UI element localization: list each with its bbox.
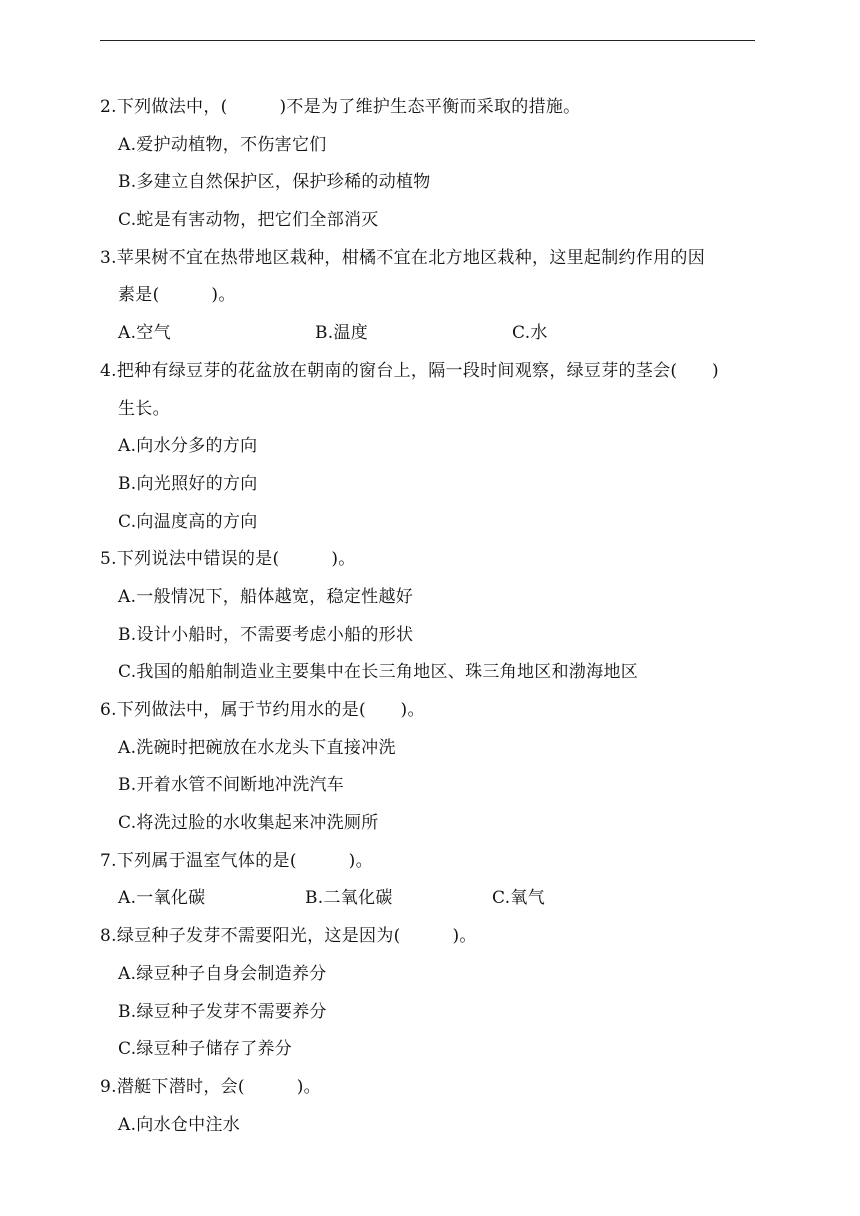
question-7-option-c: C.氧气 (492, 888, 546, 909)
question-7-options (100, 880, 765, 918)
header-rule (100, 40, 755, 41)
question-9-option-a: A.向水仓中注水 (118, 1114, 241, 1135)
question-7-text: 7.下列属于温室气体的是( )。 (100, 850, 373, 871)
question-8-option-b: B.绿豆种子发芽不需要养分 (118, 1001, 327, 1022)
question-4-text-continued: 生长。 (118, 398, 170, 419)
question-4-option-a: A.向水分多的方向 (118, 436, 258, 457)
question-7-option-a: A.一氧化碳 (118, 888, 206, 909)
question-8-text: 8.绿豆种子发芽不需要阳光，这是因为( )。 (100, 926, 477, 947)
question-3-options (100, 315, 765, 353)
question-9-text: 9.潜艇下潜时，会( )。 (100, 1076, 321, 1097)
question-6-option-a: A.洗碗时把碗放在水龙头下直接冲洗 (118, 737, 396, 758)
question-6-option-b: B.开着水管不间断地冲洗汽车 (118, 775, 345, 796)
question-8-option-a: A.绿豆种子自身会制造养分 (118, 963, 327, 984)
question-8-option-c: C.绿豆种子储存了养分 (118, 1039, 293, 1060)
question-7-option-b: B.二氧化碳 (305, 888, 393, 909)
question-3-option-b: B.温度 (315, 323, 369, 344)
question-list (100, 89, 765, 1144)
question-3-option-c: C.水 (512, 323, 548, 344)
question-2-option-b: B.多建立自然保护区，保护珍稀的动植物 (118, 172, 431, 193)
question-3-text-continued: 素是( )。 (118, 285, 236, 306)
question-4-text: 4.把种有绿豆芽的花盆放在朝南的窗台上，隔一段时间观察，绿豆芽的茎会( ) (100, 360, 719, 381)
question-3-text: 3.苹果树不宜在热带地区栽种，柑橘不宜在北方地区栽种，这里起制约作用的因 (100, 247, 706, 268)
question-3-option-a: A.空气 (118, 323, 171, 344)
question-2-option-a: A.爱护动植物，不伤害它们 (118, 134, 327, 155)
question-2-text: 2.下列做法中，( )不是为了维护生态平衡而采取的措施。 (100, 97, 581, 117)
question-5-text: 5.下列说法中错误的是( )。 (100, 549, 356, 570)
question-5-option-c: C.我国的船舶制造业主要集中在长三角地区、珠三角地区和渤海地区 (118, 662, 639, 683)
question-6-text: 6.下列做法中，属于节约用水的是( )。 (100, 700, 425, 720)
question-5-option-b: B.设计小船时，不需要考虑小船的形状 (118, 624, 414, 645)
question-5-option-a: A.一般情况下，船体越宽，稳定性越好 (118, 586, 414, 607)
question-4-option-b: B.向光照好的方向 (118, 473, 258, 494)
question-2-option-c: C.蛇是有害动物，把它们全部消灭 (118, 210, 379, 231)
question-4-option-c: C.向温度高的方向 (118, 511, 258, 532)
question-6-option-c: C.将洗过脸的水收集起来冲洗厕所 (118, 813, 379, 834)
